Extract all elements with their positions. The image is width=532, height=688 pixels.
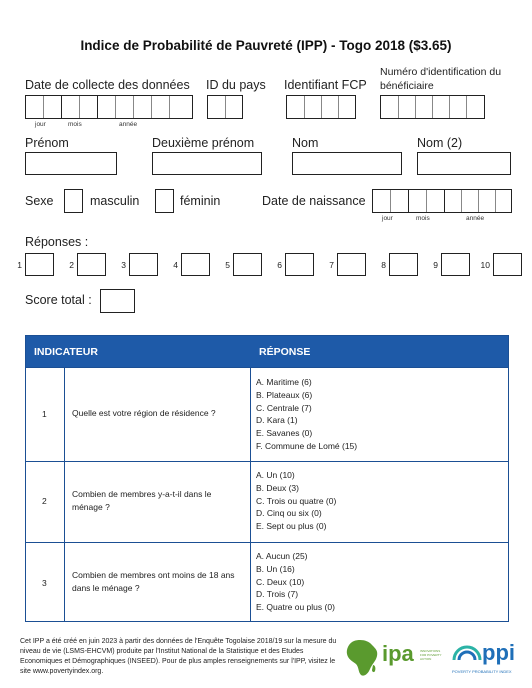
response-box-4[interactable] (181, 253, 210, 276)
answer-option[interactable]: E. Sept ou plus (0) (256, 521, 327, 532)
table-row (26, 542, 508, 621)
answer-option[interactable]: A. Un (10) (256, 470, 295, 480)
response-number-10: 10 (480, 260, 490, 270)
table-header (26, 336, 508, 367)
response-box-10[interactable] (493, 253, 522, 276)
masculin-checkbox[interactable] (64, 189, 83, 213)
page-title: Indice de Probabilité de Pauvreté (IPP) - Togo 2018 ($3.65) (80, 38, 452, 53)
response-number-9: 9 (433, 260, 438, 270)
table-row (26, 367, 508, 461)
deuxieme-prenom-label: Deuxième prénom (152, 136, 255, 150)
africa-map-icon (340, 637, 384, 679)
prenom-label: Prénom (25, 136, 69, 150)
ipa-wordmark: ipa (382, 641, 414, 666)
answer-option[interactable]: A. Aucun (25) (256, 551, 308, 561)
answer-option[interactable]: D. Cinq ou six (0) (256, 508, 322, 519)
answer-option[interactable]: B. Un (16) (256, 563, 295, 574)
answer-option[interactable]: E. Savanes (0) (256, 428, 313, 439)
feminin-label: féminin (180, 194, 221, 208)
answer-option[interactable]: C. Trois ou quatre (0) (256, 495, 337, 506)
question-number: 2 (42, 496, 47, 506)
date-collecte-field[interactable] (25, 95, 193, 119)
nom2-field[interactable] (417, 152, 511, 175)
nom2-label: Nom (2) (417, 136, 463, 150)
rainbow-arc-icon (452, 640, 482, 662)
ipa-logo (340, 637, 440, 679)
response-number-8: 8 (381, 260, 386, 270)
dob-part-mois: mois (416, 215, 430, 222)
identifiant-fcp-field[interactable] (286, 95, 356, 119)
response-number-4: 4 (173, 260, 178, 270)
identifiant-fcp-label: Identifiant FCP (284, 78, 367, 92)
answer-option[interactable]: B. Deux (3) (256, 482, 299, 493)
score-total-field[interactable] (100, 289, 135, 313)
score-total-label: Score total : (25, 293, 92, 307)
answer-option[interactable]: E. Quatre ou plus (0) (256, 602, 335, 613)
response-number-3: 3 (121, 260, 126, 270)
answer-option[interactable]: F. Commune de Lomé (15) (256, 440, 358, 451)
nom-label: Nom (292, 136, 319, 150)
response-box-9[interactable] (441, 253, 470, 276)
prenom-field[interactable] (25, 152, 117, 175)
response-box-5[interactable] (233, 253, 262, 276)
response-number-2: 2 (69, 260, 74, 270)
header-indicator: INDICATEUR (34, 346, 98, 358)
indicator-table (25, 335, 509, 622)
response-number-7: 7 (329, 260, 334, 270)
feminin-checkbox[interactable] (155, 189, 174, 213)
answer-option[interactable]: D. Kara (1) (256, 415, 298, 426)
response-box-7[interactable] (337, 253, 366, 276)
response-box-1[interactable] (25, 253, 54, 276)
date-naissance-field[interactable] (372, 189, 512, 213)
id-pays-field[interactable] (207, 95, 243, 119)
ipa-tagline: INNOVATIONS FOR POVERTY ACTION (420, 649, 442, 661)
question-number: 3 (42, 578, 47, 588)
date-part-jour: jour (35, 121, 46, 128)
date-naissance-label: Date de naissance (262, 194, 366, 208)
footer-note: Cet IPP a été créé en juin 2023 à partir des données de l'Enquête Togolaise 2018/19 sur la mesure du niveau de vie (LSMS-EHCVM) produite par l'Institut National de la Statistique et des Etudes Economiques et Démographiques (INSEED). Pour de plus amples renseignements sur l'IPP, visitez le site www.povertyindex.org. (20, 638, 337, 675)
response-number-1: 1 (17, 260, 22, 270)
question-text: Combien de membres y-a-t-il dans le ménage ? (72, 489, 212, 512)
question-number: 1 (42, 409, 47, 419)
reponses-label: Réponses : (25, 235, 89, 249)
answer-option[interactable]: C. Deux (10) (256, 576, 305, 587)
deuxieme-prenom-field[interactable] (152, 152, 262, 175)
answer-option[interactable]: A. Maritime (6) (256, 377, 312, 387)
response-box-3[interactable] (129, 253, 158, 276)
ppi-logo (452, 640, 528, 682)
date-part-annee: année (119, 121, 138, 128)
answer-option[interactable]: B. Plateaux (6) (256, 389, 313, 400)
response-box-8[interactable] (389, 253, 418, 276)
dob-part-annee: année (466, 215, 485, 222)
question-text: Combien de membres ont moins de 18 ans dans le ménage ? (72, 570, 235, 593)
masculin-label: masculin (90, 194, 140, 208)
ppi-tagline: POVERTY PROBABILITY INDEX (452, 669, 512, 674)
table-row (26, 461, 508, 542)
response-box-6[interactable] (285, 253, 314, 276)
date-part-mois: mois (68, 121, 82, 128)
id-pays-label: ID du pays (206, 78, 266, 92)
response-number-5: 5 (225, 260, 230, 270)
answer-option[interactable]: D. Trois (7) (256, 589, 299, 600)
dob-part-jour: jour (382, 215, 393, 222)
response-number-6: 6 (277, 260, 282, 270)
response-box-2[interactable] (77, 253, 106, 276)
question-text: Quelle est votre région de résidence ? (72, 408, 216, 418)
sexe-label: Sexe (25, 194, 54, 208)
answer-option[interactable]: C. Centrale (7) (256, 402, 312, 413)
date-collecte-label: Date de collecte des données (25, 78, 190, 92)
ppi-wordmark: ppi (482, 640, 515, 665)
nom-field[interactable] (292, 152, 402, 175)
header-response: RÉPONSE (259, 346, 311, 358)
num-beneficiaire-label: Numéro d'identification du bénéficiaire (380, 66, 502, 92)
num-beneficiaire-field[interactable] (380, 95, 485, 119)
